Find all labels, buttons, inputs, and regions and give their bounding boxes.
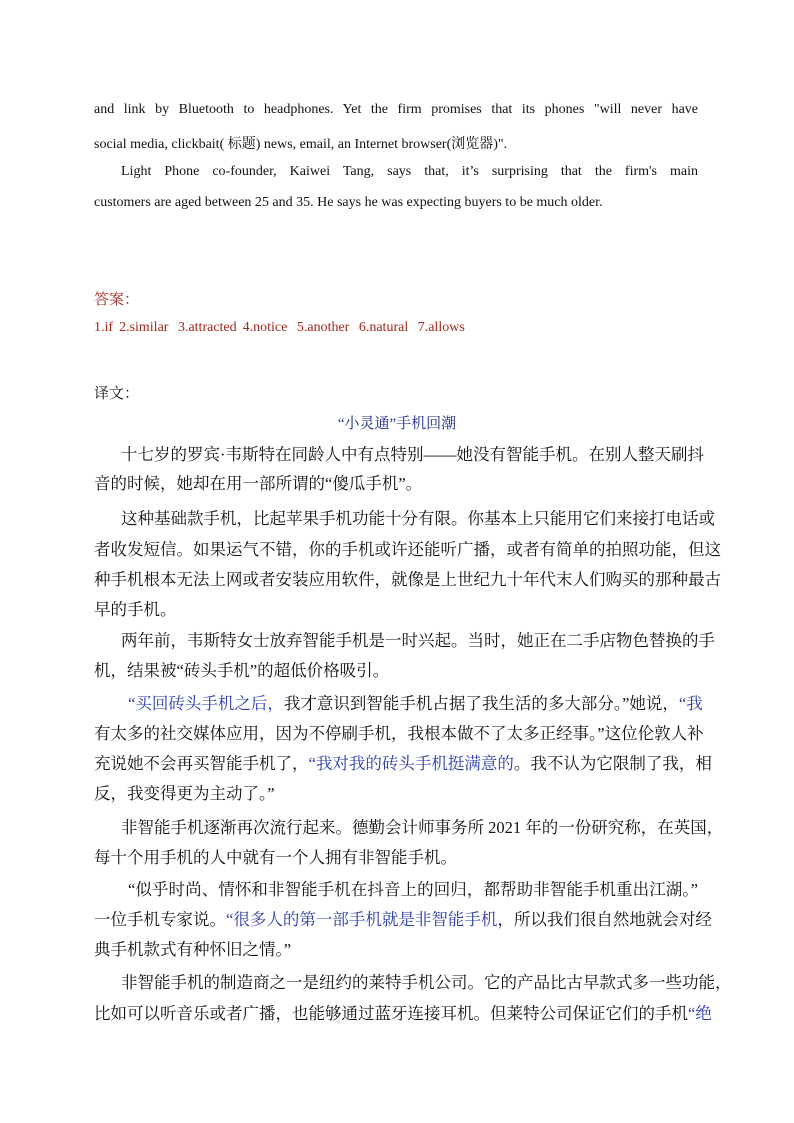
translation-p5-line1: 非智能手机逐渐再次流行起来。德勤会计师事务所 2021 年的一份研究称，在英国， [121,818,724,837]
quote-highlight: “我 [678,694,703,713]
answer-item: 1.if [94,320,114,335]
translation-p3-line1: 两年前，韦斯特女士放弃智能手机是一时兴起。当时，她正在二手店物色替换的手 [121,631,715,650]
answer-label: 答案： [94,292,140,308]
answer-item: 7.allows [414,320,465,335]
translation-p4-line4: 反，我变得更为主动了。” [94,784,275,803]
answer-item: 2.similar [119,320,169,335]
translation-p3-line2: 机，结果被“砖头手机”的超低价格吸引。 [94,661,390,680]
translation-p4-line3: 充说她不会再买智能手机了，“我对我的砖头手机挺满意的。我不认为它限制了我，相 [94,754,712,773]
answer-item: 3.attracted [174,320,237,335]
answer-item: 4.notice [242,320,288,335]
translation-p4-line2: 有太多的社交媒体应用，因为不停刷手机，我根本做不了太多正经事。”这位伦敦人补 [94,724,704,743]
translation-p2-line1: 这种基础款手机，比起苹果手机功能十分有限。你基本上只能用它们来接打电话或 [121,509,715,528]
quote-highlight: “很多人的第一部手机就是非智能手机 [226,910,498,929]
quote-highlight: “绝 [688,1004,712,1023]
answer-list [94,320,471,336]
english-line-4: customers are aged between 25 and 35. He says he was expecting buyers to be much older. [94,195,603,210]
translation-title: “小灵通”手机回潮 [337,416,457,432]
translation-p4-line1: “买回砖头手机之后，我才意识到智能手机占据了我生活的多大部分。”她说，“我 [128,694,703,713]
answer-item: 5.another [293,320,350,335]
answer-item: 6.natural [355,320,409,335]
english-line-1: and link by Bluetooth to headphones. Yet the firm promises that its phones "will never have [94,102,698,117]
translation-p5-line2: 每十个用手机的人中就有一个人拥有非智能手机。 [94,848,457,867]
english-line-2: social media, clickbait( 标题) news, email, an Internet browser(浏览器)". [94,137,508,152]
quote-highlight: “我对我的砖头手机挺满意的 [308,754,514,773]
translation-p6-line3: 典手机款式有种怀旧之情。” [94,940,292,959]
translation-p1-line2: 音的时候，她却在用一部所谓的“傻瓜手机”。 [94,474,423,493]
translation-p7-line1: 非智能手机的制造商之一是纽约的莱特手机公司。它的产品比古早款式多一些功能， [121,973,732,992]
translation-p6-line2: 一位手机专家说。“很多人的第一部手机就是非智能手机，所以我们很自然地就会对经 [94,910,712,929]
translation-p7-line2: 比如可以听音乐或者广播，也能够通过蓝牙连接耳机。但莱特公司保证它们的手机“绝 [94,1004,712,1023]
translation-label: 译文： [94,386,140,402]
translation-p2-line3: 种手机根本无法上网或者安装应用软件，就像是上世纪九十年代末人们购买的那种最古 [94,570,721,589]
translation-p2-line2: 者收发短信。如果运气不错，你的手机或许还能听广播，或者有简单的拍照功能，但这 [94,540,721,559]
translation-p1-line1: 十七岁的罗宾·韦斯特在同龄人中有点特别——她没有智能手机。在别人整天刷抖 [121,445,704,464]
translation-p6-line1: “似乎时尚、情怀和非智能手机在抖音上的回归，都帮助非智能手机重出江湖。” [128,880,698,899]
translation-p2-line4: 早的手机。 [94,600,177,619]
quote-highlight: “买回砖头手机之后， [128,694,284,713]
english-line-3: Light Phone co-founder, Kaiwei Tang, says that, it’s surprising that the firm's main [121,164,698,179]
